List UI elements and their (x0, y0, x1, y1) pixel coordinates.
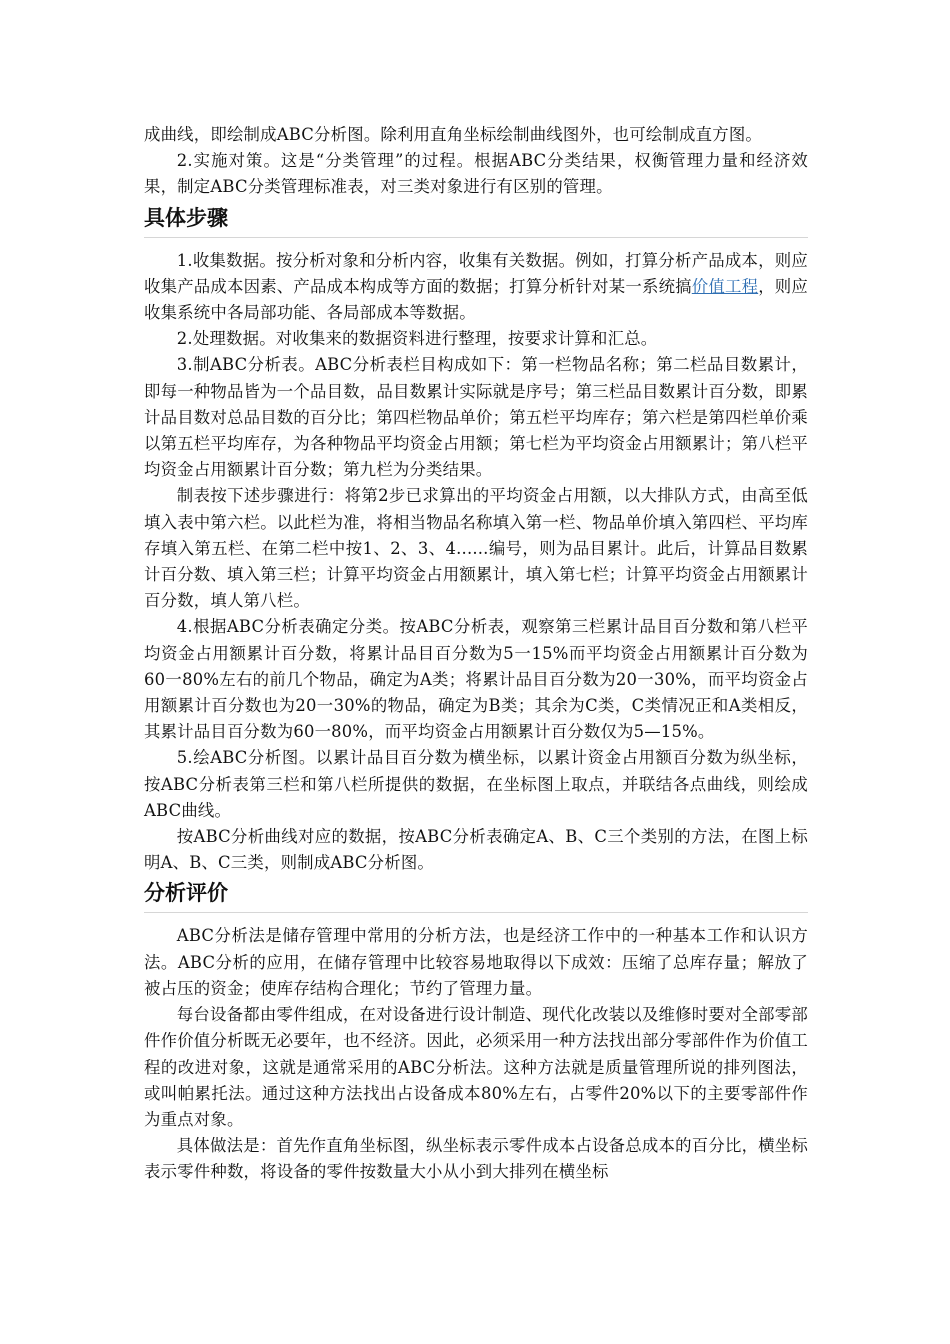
evaluation-paragraph-2: 每台设备都由零件组成，在对设备进行设计制造、现代化改装以及维修时要对全部零部件作价值分析既无必要年，也不经济。因此，必须采用一种方法找出部分零部件作为价值工程的改进对象，这就是通常采用的ABC分析法。这种方法就是质量管理所说的排列图法，或叫帕累托法。通过这种方法找出占设备成本80%左右，占零件20%以下的主要零部件作为重点对象。 (144, 1005, 808, 1129)
steps-paragraph-7: 按ABC分析曲线对应的数据，按ABC分析表确定A、B、C三个类别的方法，在图上标明A、B、C三类，则制成ABC分析图。 (144, 827, 808, 873)
steps-paragraph-1 (144, 248, 808, 327)
heading-divider (144, 237, 808, 238)
steps-paragraph-2: 2.处理数据。对收集来的数据资料进行整理，按要求计算和汇总。 (176, 329, 658, 349)
evaluation-paragraph-3: 具体做法是：首先作直角坐标图，纵坐标表示零件成本占设备总成本的百分比，横坐标表示零件种数，将设备的零件按数量大小从小到大排列在横坐标 (144, 1136, 808, 1182)
heading-divider (144, 912, 808, 913)
section-heading-evaluation: 分析评价 (144, 881, 228, 906)
steps-paragraph-1-text-after: ，则应收集系统中各局部功能、各局部成本等数据。 (144, 276, 808, 323)
value-engineering-link[interactable]: 价值工程 (691, 276, 759, 296)
steps-paragraph-4: 制表按下述步骤进行：将第2步已求算出的平均资金占用额，以大排队方式，由高至低填入表中第六栏。以此栏为准，将相当物品名称填入第一栏、物品单价填入第四栏、平均库存填入第五栏、在第二栏中按1、2、3、4......编号，则为品目累计。此后，计算品目数累计百分数、填入第三栏；计算平均资金占用额累计，填入第七栏；计算平均资金占用额累计百分数，填人第八栏。 (144, 486, 808, 611)
steps-paragraph-6: 5.绘ABC分析图。以累计品目百分数为横坐标，以累计资金占用额百分数为纵坐标，按ABC分析表第三栏和第八栏所提供的数据，在坐标图上取点，并联结各点曲线，则绘成ABC曲线。 (144, 748, 808, 820)
steps-paragraph-5: 4.根据ABC分析表确定分类。按ABC分析表，观察第三栏累计品目百分数和第八栏平均资金占用额累计百分数，将累计品目百分数为5一15%而平均资金占用额累计百分数为60一80%左右的前几个物品，确定为A类；将累计品目百分数为20一30%，而平均资金占用额累计百分数也为20一30%的物品，确定为B类；其余为C类，C类情况正和A类相反，其累计品目百分数为60一80%，而平均资金占用额累计百分数仅为5—15%。 (144, 617, 808, 742)
evaluation-paragraph-1: ABC分析法是储存管理中常用的分析方法，也是经济工作中的一种基本工作和认识方法。ABC分析的应用，在储存管理中比较容易地取得以下成效：压缩了总库存量；解放了被占压的资金；使库存结构合理化；节约了管理力量。 (144, 926, 808, 998)
section-heading-steps: 具体步骤 (144, 205, 228, 230)
steps-paragraph-3: 3.制ABC分析表。ABC分析表栏目构成如下：第一栏物品名称；第二栏品目数累计，即每一种物品皆为一个品目数，品目数累计实际就是序号；第三栏品目数累计百分数，即累计品目数对总品目数的百分比；第四栏物品单价；第五栏平均库存；第六栏是第四栏单价乘以第五栏平均库存，为各种物品平均资金占用额；第七栏为平均资金占用额累计；第八栏平均资金占用额累计百分数；第九栏为分类结果。 (144, 355, 808, 480)
document-page (144, 122, 808, 1186)
steps-paragraph-1-text-before: 1.收集数据。按分析对象和分析内容，收集有关数据。例如，打算分析产品成本，则应收集产品成本因素、产品成本构成等方面的数据；打算分析针对某一系统搞 (144, 250, 808, 296)
intro-paragraph-1: 成曲线，即绘制成ABC分析图。除利用直角坐标绘制曲线图外，也可绘制成直方图。 (144, 125, 762, 144)
intro-paragraph-2: 2.实施对策。这是“分类管理”的过程。根据ABC分类结果，权衡管理力量和经济效果，制定ABC分类管理标准表，对三类对象进行有区别的管理。 (144, 151, 808, 197)
